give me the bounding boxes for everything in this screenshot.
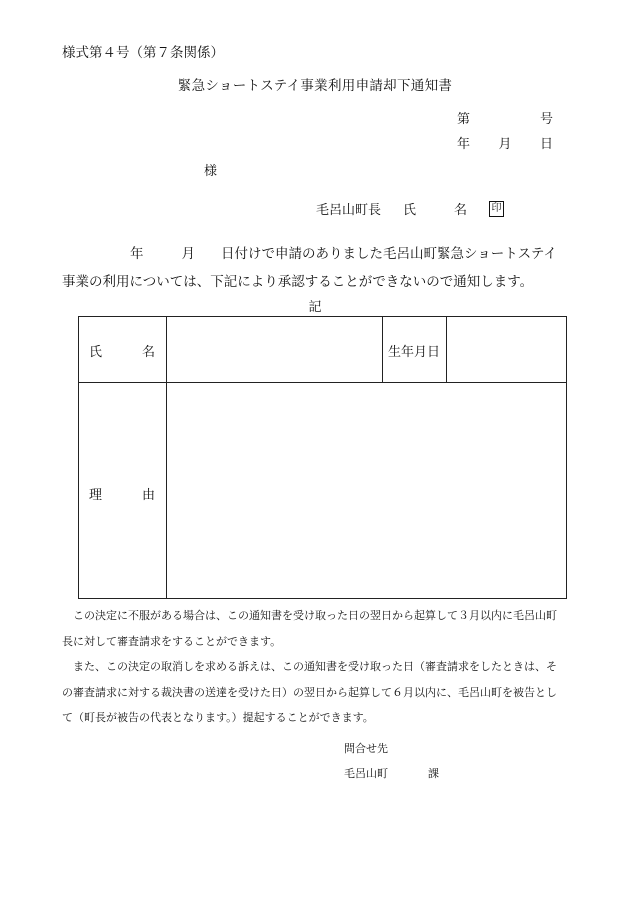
body-date-suffix: 日付けで申請のありました毛呂山町緊急ショートステイ	[221, 246, 557, 262]
applicant-table	[78, 316, 567, 599]
reference-number	[457, 108, 553, 127]
reference-go: 号	[539, 112, 553, 127]
contact-line	[344, 765, 439, 781]
name-label	[89, 341, 155, 360]
body-paragraph	[62, 240, 562, 296]
body-month: 月	[181, 246, 195, 262]
form-number: 様式第４号（第７条関係）	[62, 45, 224, 61]
issue-date-day: 日	[539, 137, 553, 152]
table-row-divider	[79, 382, 566, 383]
table-birth-divider-right	[446, 317, 447, 382]
addressee-sama: 様	[204, 164, 218, 179]
sender-line	[316, 199, 504, 218]
contact-town: 毛呂山町	[344, 767, 388, 780]
sender-mayor: 毛呂山町長	[316, 203, 382, 218]
issue-date-month: 月	[498, 137, 512, 152]
appeal-note: この決定に不服がある場合は、この通知書を受け取った日の翌日から起算して３月以内に毛呂山町長に対して審査請求をすることができます。	[62, 609, 557, 648]
sender-mei: 名	[454, 203, 468, 218]
contact-ka: 課	[428, 767, 439, 780]
table-birth-divider-left	[382, 317, 383, 382]
seal-stamp: 印	[489, 201, 504, 217]
issue-date	[457, 133, 553, 152]
table-label-divider	[166, 317, 167, 598]
name-label-mei: 名	[141, 345, 155, 360]
ki-label: 記	[308, 300, 322, 315]
issue-date-year: 年	[457, 137, 471, 152]
sender-shi: 氏	[403, 203, 417, 218]
lawsuit-note: また、この決定の取消しを求める訴えは、この通知書を受け取った日（審査請求をしたときは、その審査請求に対する裁決書の送達を受けた日）の翌日から起算して６月以内に、毛呂山町を被告として（町長が被告の代表となります。）提起することができます。	[62, 660, 557, 724]
birthdate-label: 生年月日	[388, 345, 441, 360]
reason-label	[89, 484, 155, 503]
reason-label-ri: 理	[89, 488, 103, 503]
body-year: 年	[130, 246, 144, 262]
contact-title: 問合せ先	[344, 742, 388, 755]
name-label-shi: 氏	[89, 345, 103, 360]
body-line2: 事業の利用については、下記により承認することができないので通知します。	[62, 274, 534, 290]
reference-dai: 第	[457, 112, 471, 127]
document-title: 緊急ショートステイ事業利用申請却下通知書	[177, 78, 453, 94]
reason-label-yu: 由	[141, 488, 155, 503]
